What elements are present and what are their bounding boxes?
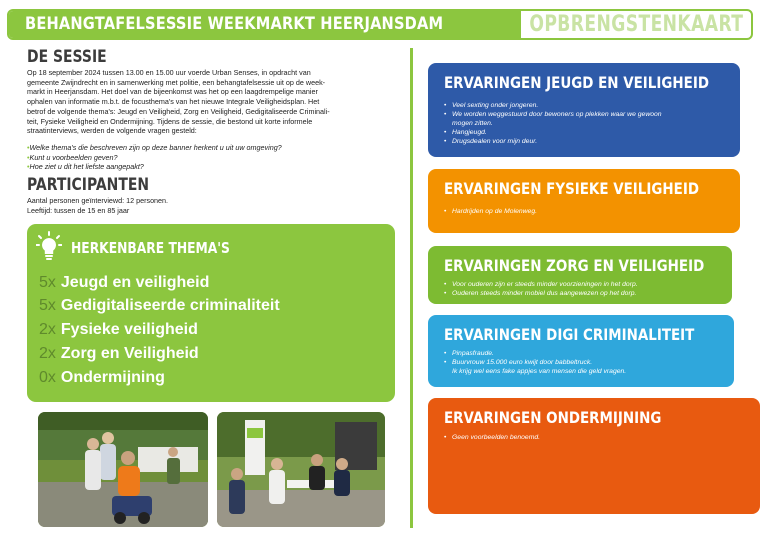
participanten-heading: PARTICIPANTEN [27, 175, 150, 195]
header-subtitle: OPBRENGSTENKAART [528, 12, 743, 37]
sessie-line: markt in Heerjansdam. Het doel van de bijeenkomst was het op een laagdrempelige manier [27, 87, 318, 97]
theme-count: 5x [39, 274, 56, 291]
card-title: ERVARINGEN FYSIEKE VEILIGHEID [444, 179, 699, 198]
card-title: ERVARINGEN JEUGD EN VEILIGHEID [444, 73, 709, 92]
card-item: • Buurvrouw 15.000 euro kwijt door babbeltruck. [444, 358, 626, 367]
card-title: ERVARINGEN ONDERMIJNING [444, 408, 662, 427]
page-header [7, 9, 753, 40]
card-item: • Ouderen steeds minder mobiel dus aangewezen op het dorp. [444, 289, 638, 298]
sessie-line: teit, Fysieke Veiligheid en Ondermijning. Tijdens de sessie, die bestond uit korte informele [27, 116, 313, 126]
card-item: mogen zitten. [452, 120, 493, 127]
theme-count: 0x [39, 369, 56, 386]
card-list [444, 280, 638, 298]
card-list [444, 349, 626, 376]
event-photo [217, 412, 385, 527]
card-ondermijning [428, 398, 760, 514]
sessie-line: straatinterviews, werden de volgende vragen gesteld: [27, 126, 197, 136]
card-item: • We worden weggestuurd door bewoners op plekken waar we gewoon [444, 110, 662, 119]
themes-heading: HERKENBARE THEMA'S [71, 239, 230, 257]
card-item: • Hangjeugd. [444, 128, 662, 137]
theme-row [39, 345, 199, 363]
card-item: • Pinpasfraude. [444, 349, 626, 358]
sessie-line: Op 18 september 2024 tussen 13.00 en 15.00 uur voerde Urban Senses, in opdracht van [27, 68, 311, 77]
sessie-heading: DE SESSIE [27, 47, 107, 67]
theme-row [39, 297, 280, 315]
sessie-text [27, 68, 402, 136]
question-item: • Hoe ziet u dit het liefste aangepakt? [27, 162, 282, 172]
card-fysiek [428, 169, 740, 233]
card-title: ERVARINGEN DIGI CRIMINALITEIT [444, 325, 695, 344]
theme-label: Gedigitaliseerde criminaliteit [60, 297, 280, 314]
theme-label: Jeugd en veiligheid [60, 274, 210, 291]
card-title: ERVARINGEN ZORG EN VEILIGHEID [444, 256, 705, 275]
column-divider [410, 48, 413, 528]
participanten-line: Leeftijd: tussen de 15 en 85 jaar [27, 205, 130, 215]
card-item: • Voor ouderen zijn er steeds minder voorzieningen in het dorp. [444, 280, 638, 289]
theme-row [39, 369, 165, 387]
card-item: • Veel sexting onder jongeren. [444, 101, 662, 110]
card-item: • Drugsdealen voor mijn deur. [444, 137, 662, 146]
theme-row [39, 274, 209, 292]
card-jeugd [428, 63, 740, 157]
participanten-line: Aantal personen geïnterviewd: 12 personen. [27, 196, 169, 205]
sessie-line: betrof de volgende thema's: Jeugd en Veiligheid, Zorg en Veiligheid, Gedigitaliseerde Criminali- [27, 106, 330, 116]
theme-label: Ondermijning [60, 369, 165, 386]
card-item: • Hardrijden op de Molenweg. [444, 207, 537, 216]
card-list [444, 207, 537, 216]
card-digi [428, 315, 734, 387]
theme-label: Zorg en Veiligheid [60, 345, 199, 362]
card-item: • Geen voorbeelden benoemd. [444, 433, 540, 442]
theme-count: 2x [39, 345, 56, 362]
page-title: BEHANGTAFELSESSIE WEEKMARKT HEERJANSDAM [25, 14, 444, 34]
question-item: • Kunt u voorbeelden geven? [27, 153, 282, 163]
theme-count: 5x [39, 297, 56, 314]
theme-label: Fysieke veiligheid [60, 321, 198, 338]
question-item: • Welke thema's die beschreven zijn op deze banner herkent u uit uw omgeving? [27, 143, 282, 153]
sessie-line: ophalen van informatie m.b.t. de focusthema's van het nieuwe Integrale Veiligheidsplan. Het [27, 97, 320, 107]
card-item: Ik krijg wel eens fake appjes van mensen die geld vragen. [452, 368, 627, 375]
event-photo [38, 412, 208, 527]
question-list [27, 143, 282, 172]
theme-row [39, 321, 198, 339]
card-list [444, 101, 662, 146]
participanten-text [27, 196, 168, 215]
sessie-line: gemeente Zwijndrecht en in samenwerking met politie, een behangtafelsessie uit op de week- [27, 77, 326, 87]
card-zorg [428, 246, 732, 304]
themes-panel [27, 224, 395, 402]
lightbulb-icon [36, 231, 62, 261]
theme-count: 2x [39, 321, 56, 338]
card-list [444, 433, 540, 442]
